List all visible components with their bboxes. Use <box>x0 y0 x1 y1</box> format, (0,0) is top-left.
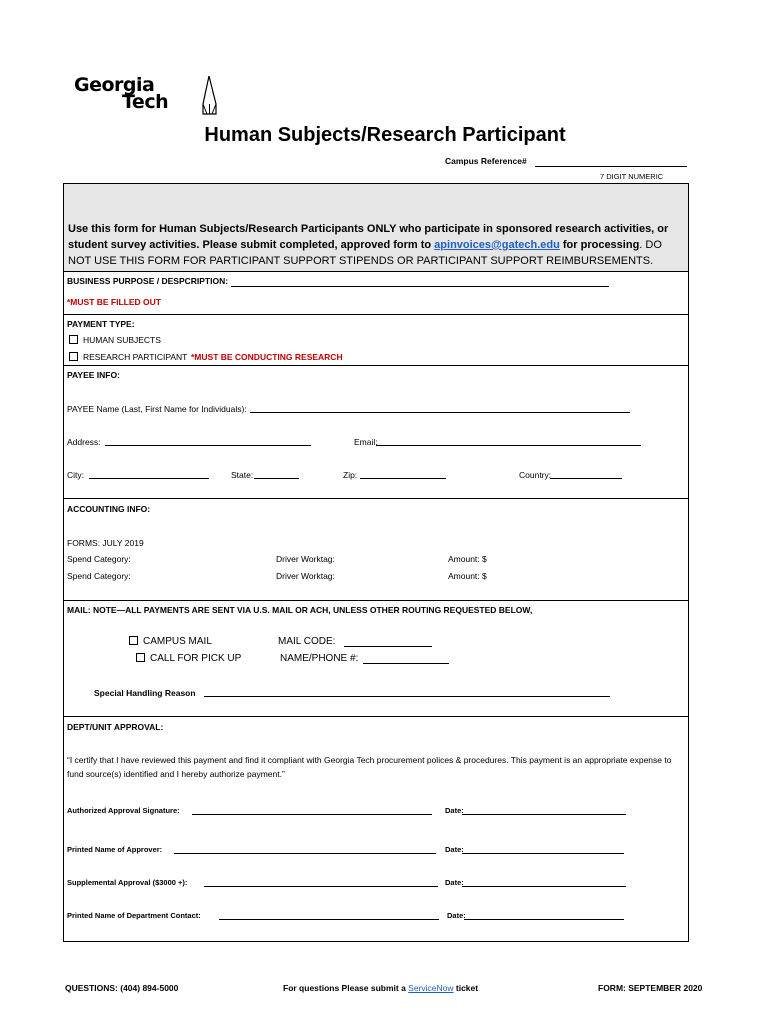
approver-date-label: Date: <box>445 845 464 854</box>
authorized-signature-field[interactable] <box>192 814 432 815</box>
business-purpose-field[interactable] <box>231 286 609 287</box>
signature-date-field[interactable] <box>462 814 626 815</box>
supplemental-date-label: Date: <box>445 878 464 887</box>
campus-mail-checkbox[interactable] <box>129 636 138 645</box>
business-purpose-section <box>63 271 689 315</box>
name-phone-field[interactable] <box>363 663 449 664</box>
spend-category-label-1: Spend Category: <box>67 554 131 564</box>
email-field[interactable] <box>376 445 641 446</box>
country-label: Country: <box>519 470 552 480</box>
payee-info-label: PAYEE INFO: <box>67 370 120 380</box>
address-label: Address: <box>67 437 101 447</box>
dept-contact-field[interactable] <box>219 919 439 920</box>
dept-contact-date-label: Date: <box>447 911 466 920</box>
tower-icon <box>200 76 220 116</box>
authorized-signature-label: Authorized Approval Signature: <box>67 806 180 815</box>
driver-worktag-label-1: Driver Worktag: <box>276 554 335 564</box>
email-label: Email: <box>354 437 378 447</box>
payee-name-field[interactable] <box>250 412 630 413</box>
zip-label: Zip: <box>343 470 358 480</box>
logo-line-1: Georgia <box>74 74 155 96</box>
call-for-pickup-checkbox[interactable] <box>136 653 145 662</box>
logo-line-2: Tech <box>122 91 169 113</box>
forms-date: FORMS: JULY 2019 <box>67 538 144 548</box>
servicenow-link[interactable]: ServiceNow <box>408 983 454 993</box>
ap-invoices-email-link[interactable]: apinvoices@gatech.edu <box>434 239 560 251</box>
campus-reference-label: Campus Reference# <box>445 156 527 166</box>
approval-label: DEPT/UNIT APPROVAL: <box>67 722 164 732</box>
country-field[interactable] <box>550 478 622 479</box>
human-subjects-option[interactable]: HUMAN SUBJECTS <box>69 335 161 345</box>
mail-section <box>63 600 689 717</box>
spend-category-label-2: Spend Category: <box>67 571 131 581</box>
form-title: Human Subjects/Research Participant <box>204 124 566 146</box>
mail-code-label: MAIL CODE: <box>278 636 336 647</box>
city-field[interactable] <box>89 478 209 479</box>
servicenow-note: For questions Please submit a ServiceNow ticket <box>283 983 479 993</box>
payment-type-section <box>63 314 689 366</box>
state-label: State: <box>231 470 254 480</box>
dept-contact-label: Printed Name of Department Contact: <box>67 911 201 920</box>
driver-worktag-label-2: Driver Worktag: <box>276 571 335 581</box>
mail-note: MAIL: NOTE—ALL PAYMENTS ARE SENT VIA U.S. MAIL OR ACH, UNLESS OTHER ROUTING REQUESTED BELOW, <box>67 605 533 615</box>
mail-code-field[interactable] <box>344 646 432 647</box>
printed-approver-label: Printed Name of Approver: <box>67 845 163 854</box>
supplemental-date-field[interactable] <box>462 886 626 887</box>
campus-mail-option[interactable]: CAMPUS MAIL <box>129 636 212 647</box>
research-participant-option[interactable]: RESEARCH PARTICIPANT <box>69 352 187 362</box>
questions-phone: QUESTIONS: (404) 894-5000 <box>65 983 179 993</box>
name-phone-label: NAME/PHONE #: <box>280 653 359 664</box>
research-participant-note: *MUST BE CONDUCTING RESEARCH <box>191 352 343 362</box>
address-field[interactable] <box>105 445 311 446</box>
certification-statement: “I certify that I have reviewed this payment and find it compliant with Georgia Tech procurement polices & procedures. This payment is an appropriate expense to fund source(s) identified and I hereby authorize payment.” <box>67 755 672 779</box>
payee-name-label: PAYEE Name (Last, First Name for Individuals): <box>67 404 247 414</box>
printed-approver-field[interactable] <box>174 853 436 854</box>
zip-field[interactable] <box>360 478 446 479</box>
call-for-pickup-option[interactable]: CALL FOR PICK UP <box>136 653 241 664</box>
city-label: City: <box>67 470 84 480</box>
special-handling-label: Special Handling Reason <box>94 688 196 698</box>
form-date: FORM: SEPTEMBER 2020 <box>598 983 703 993</box>
dept-contact-date-field[interactable] <box>464 919 624 920</box>
campus-reference-note: 7 DIGIT NUMERIC <box>600 172 664 181</box>
payment-type-label: PAYMENT TYPE: <box>67 319 135 329</box>
payee-info-section <box>63 365 689 499</box>
business-purpose-required: *MUST BE FILLED OUT <box>67 297 161 307</box>
special-handling-field[interactable] <box>204 696 610 697</box>
state-field[interactable] <box>254 478 299 479</box>
approval-section <box>63 716 689 942</box>
supplemental-approval-label: Supplemental Approval ($3000 +): <box>67 878 188 887</box>
business-purpose-label: BUSINESS PURPOSE / DESPCRIPTION: <box>67 276 229 286</box>
campus-reference-field[interactable] <box>535 166 687 167</box>
research-participant-checkbox[interactable] <box>69 352 78 361</box>
human-subjects-checkbox[interactable] <box>69 335 78 344</box>
georgia-tech-logo <box>74 76 224 116</box>
accounting-info-section <box>63 498 689 601</box>
accounting-info-label: ACCOUNTING INFO: <box>67 504 151 514</box>
supplemental-approval-field[interactable] <box>204 886 438 887</box>
amount-label-1: Amount: $ <box>448 554 487 564</box>
instructions-text: Use this form for Human Subjects/Research Participants ONLY who participate in sponsored research activities, or student survey activities. Please submit completed, approved form to apinvoices@gatech.edu for processing. DO NOT USE THIS FORM FOR PARTICIPANT SUPPORT STIPENDS OR PARTICIPANT SUPPORT REIMBURSEMENTS. <box>68 223 669 267</box>
approver-date-field[interactable] <box>462 853 624 854</box>
amount-label-2: Amount: $ <box>448 571 487 581</box>
signature-date-label: Date: <box>445 806 464 815</box>
instructions-box <box>63 183 689 272</box>
